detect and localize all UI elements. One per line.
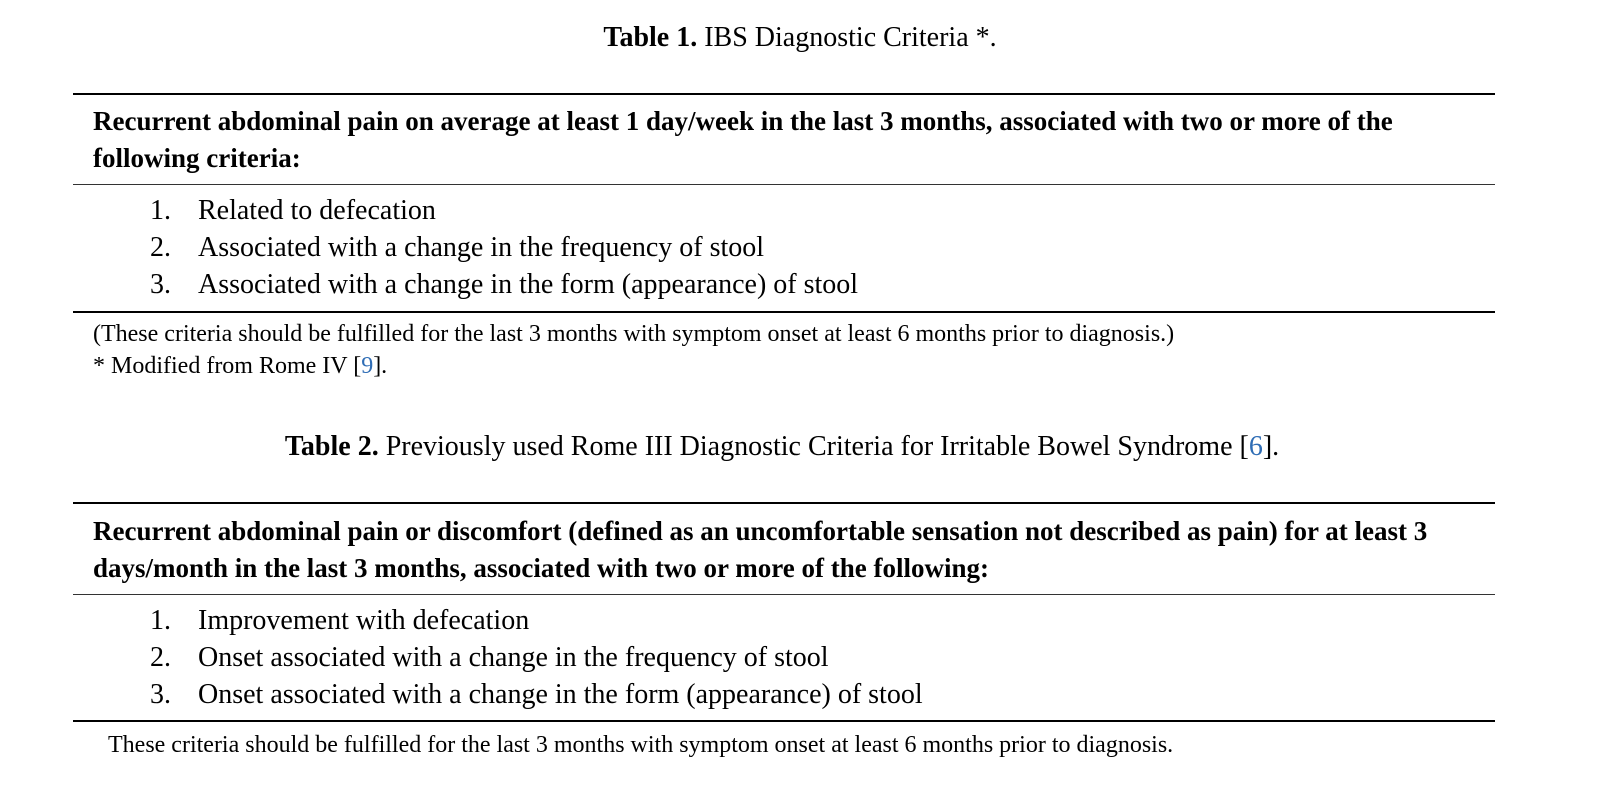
reference-link-6[interactable]: 6 bbox=[1248, 431, 1263, 462]
table-2-mid-rule bbox=[73, 594, 1495, 595]
table-1-mid-rule bbox=[73, 184, 1495, 185]
list-item-number: 1. bbox=[150, 605, 171, 636]
table-2-title: Previously used Rome III Diagnostic Criteria for Irritable Bowel Syndrome [ bbox=[378, 431, 1249, 462]
table-2-header: Recurrent abdominal pain or discomfort (defined as an uncomfortable sensation not described as pain) for at least 3 days/month in the last 3 months, associated with two or more of the following: bbox=[93, 516, 1428, 583]
table-1-footnote-prefix: * Modified from Rome IV [ bbox=[93, 353, 362, 379]
list-item bbox=[150, 602, 923, 639]
list-item bbox=[150, 229, 858, 266]
table-2-criteria-list bbox=[150, 602, 923, 713]
table-1-bottom-rule bbox=[73, 311, 1495, 313]
table-1-footnote-suffix: ]. bbox=[373, 353, 388, 379]
list-item-number: 2. bbox=[150, 232, 171, 263]
list-item bbox=[150, 266, 858, 303]
table-2-bottom-rule bbox=[73, 720, 1495, 722]
table-2-caption-suffix: ]. bbox=[1262, 431, 1280, 462]
list-item-number: 3. bbox=[150, 269, 171, 300]
table-1-header: Recurrent abdominal pain on average at least 1 day/week in the last 3 months, associated with two or more of the following criteria: bbox=[93, 106, 1393, 173]
table-1-criteria-list bbox=[150, 192, 858, 303]
table-1-footnote bbox=[93, 350, 387, 382]
list-item bbox=[150, 192, 858, 229]
list-item-text: Onset associated with a change in the form (appearance) of stool bbox=[198, 679, 923, 710]
list-item-text: Associated with a change in the frequency of stool bbox=[198, 232, 765, 263]
table-1-title: IBS Diagnostic Criteria *. bbox=[697, 22, 997, 53]
table-2-caption bbox=[32, 430, 1532, 464]
list-item-text: Improvement with defecation bbox=[198, 605, 530, 636]
table-1-note: (These criteria should be fulfilled for the last 3 months with symptom onset at least 6 months prior to diagnosis.) bbox=[93, 321, 1175, 347]
list-item-text: Related to defecation bbox=[198, 195, 436, 226]
list-item bbox=[150, 676, 923, 713]
list-item bbox=[150, 639, 923, 676]
list-item-number: 2. bbox=[150, 642, 171, 673]
table-1-label: Table 1. bbox=[603, 22, 698, 53]
table-1-top-rule bbox=[73, 93, 1495, 95]
list-item-number: 3. bbox=[150, 679, 171, 710]
table-2-label: Table 2. bbox=[284, 431, 379, 462]
table-1-caption bbox=[0, 21, 1600, 55]
list-item-text: Associated with a change in the form (appearance) of stool bbox=[198, 269, 859, 300]
list-item-text: Onset associated with a change in the frequency of stool bbox=[198, 642, 829, 673]
list-item-number: 1. bbox=[150, 195, 171, 226]
reference-link-9[interactable]: 9 bbox=[361, 353, 374, 379]
table-2-top-rule bbox=[73, 502, 1495, 504]
table-2-note: These criteria should be fulfilled for the last 3 months with symptom onset at least 6 months prior to diagnosis. bbox=[108, 732, 1174, 758]
